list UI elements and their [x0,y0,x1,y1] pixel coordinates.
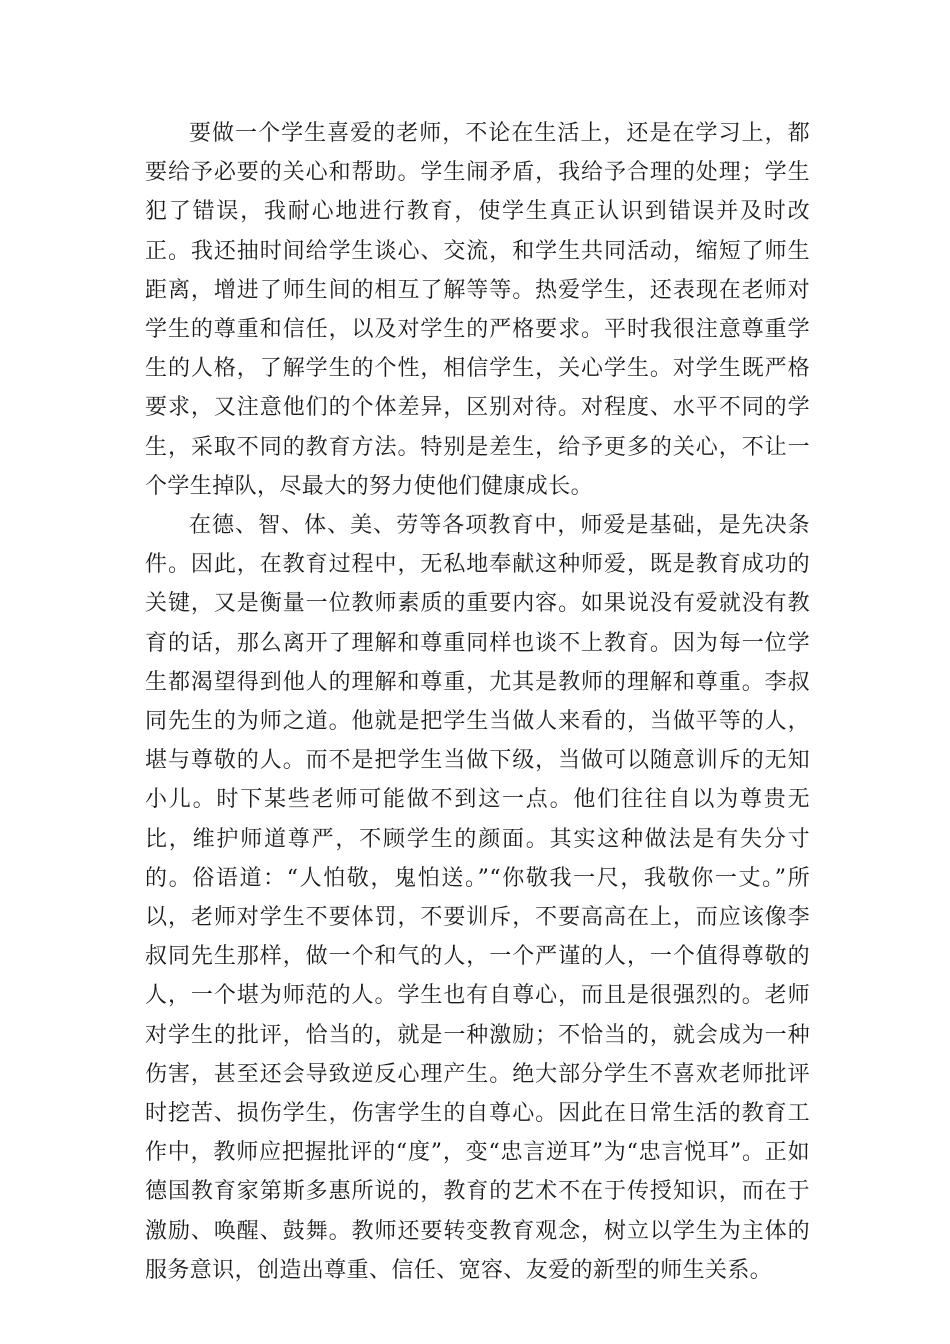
paragraph-2: 在德、智、体、美、劳等各项教育中，师爱是基础，是先决条件。因此，在教育过程中，无私地奉献这种师爱，既是教育成功的关键，又是衡量一位教师素质的重要内容。如果说没有爱就没有教育的话，那么离开了理解和尊重同样也谈不上教育。因为每一位学生都渴望得到他人的理解和尊重，尤其是教师的理解和尊重。李叔同先生的为师之道。他就是把学生当做人来看的，当做平等的人，堪与尊敬的人。而不是把学生当做下级，当做可以随意训斥的无知小儿。时下某些老师可能做不到这一点。他们往往自以为尊贵无比，维护师道尊严，不顾学生的颜面。其实这种做法是有失分寸的。俗语道：“人怕敬，鬼怕送。”“你敬我一尺，我敬你一丈。”所以，老师对学生不要体罚，不要训斥，不要高高在上，而应该像李叔同先生那样，做一个和气的人，一个严谨的人，一个值得尊敬的人，一个堪为师范的人。学生也有自尊心，而且是很强烈的。老师对学生的批评，恰当的，就是一种激励；不恰当的，就会成为一种伤害，甚至还会导致逆反心理产生。绝大部分学生不喜欢老师批评时挖苦、损伤学生，伤害学生的自尊心。因此在日常生活的教育工作中，教师应把握批评的“度”，变“忠言逆耳”为“忠言悦耳”。正如德国教育家第斯多惠所说的，教育的艺术不在于传授知识，而在于激励、唤醒、鼓舞。教师还要转变教育观念，树立以学生为主体的服务意识，创造出尊重、信任、宽容、友爱的新型的师生关系。 [145,513,810,1283]
paragraph-1: 要做一个学生喜爱的老师，不论在生活上，还是在学习上，都要给予必要的关心和帮助。学生闹矛盾，我给予合理的处理；学生犯了错误，我耐心地进行教育，使学生真正认识到错误并及时改正。我还抽时间给学生谈心、交流，和学生共同活动，缩短了师生距离，增进了师生间的相互了解等等。热爱学生，还表现在老师对学生的尊重和信任，以及对学生的严格要求。平时我很注意尊重学生的人格，了解学生的个性，相信学生，关心学生。对学生既严格要求，又注意他们的个体差异，区别对待。对程度、水平不同的学生，采取不同的教育方法。特别是差生，给予更多的关心，不让一个学生掉队，尽最大的努力使他们健康成长。 [145,121,810,499]
document-body [145,114,810,1290]
